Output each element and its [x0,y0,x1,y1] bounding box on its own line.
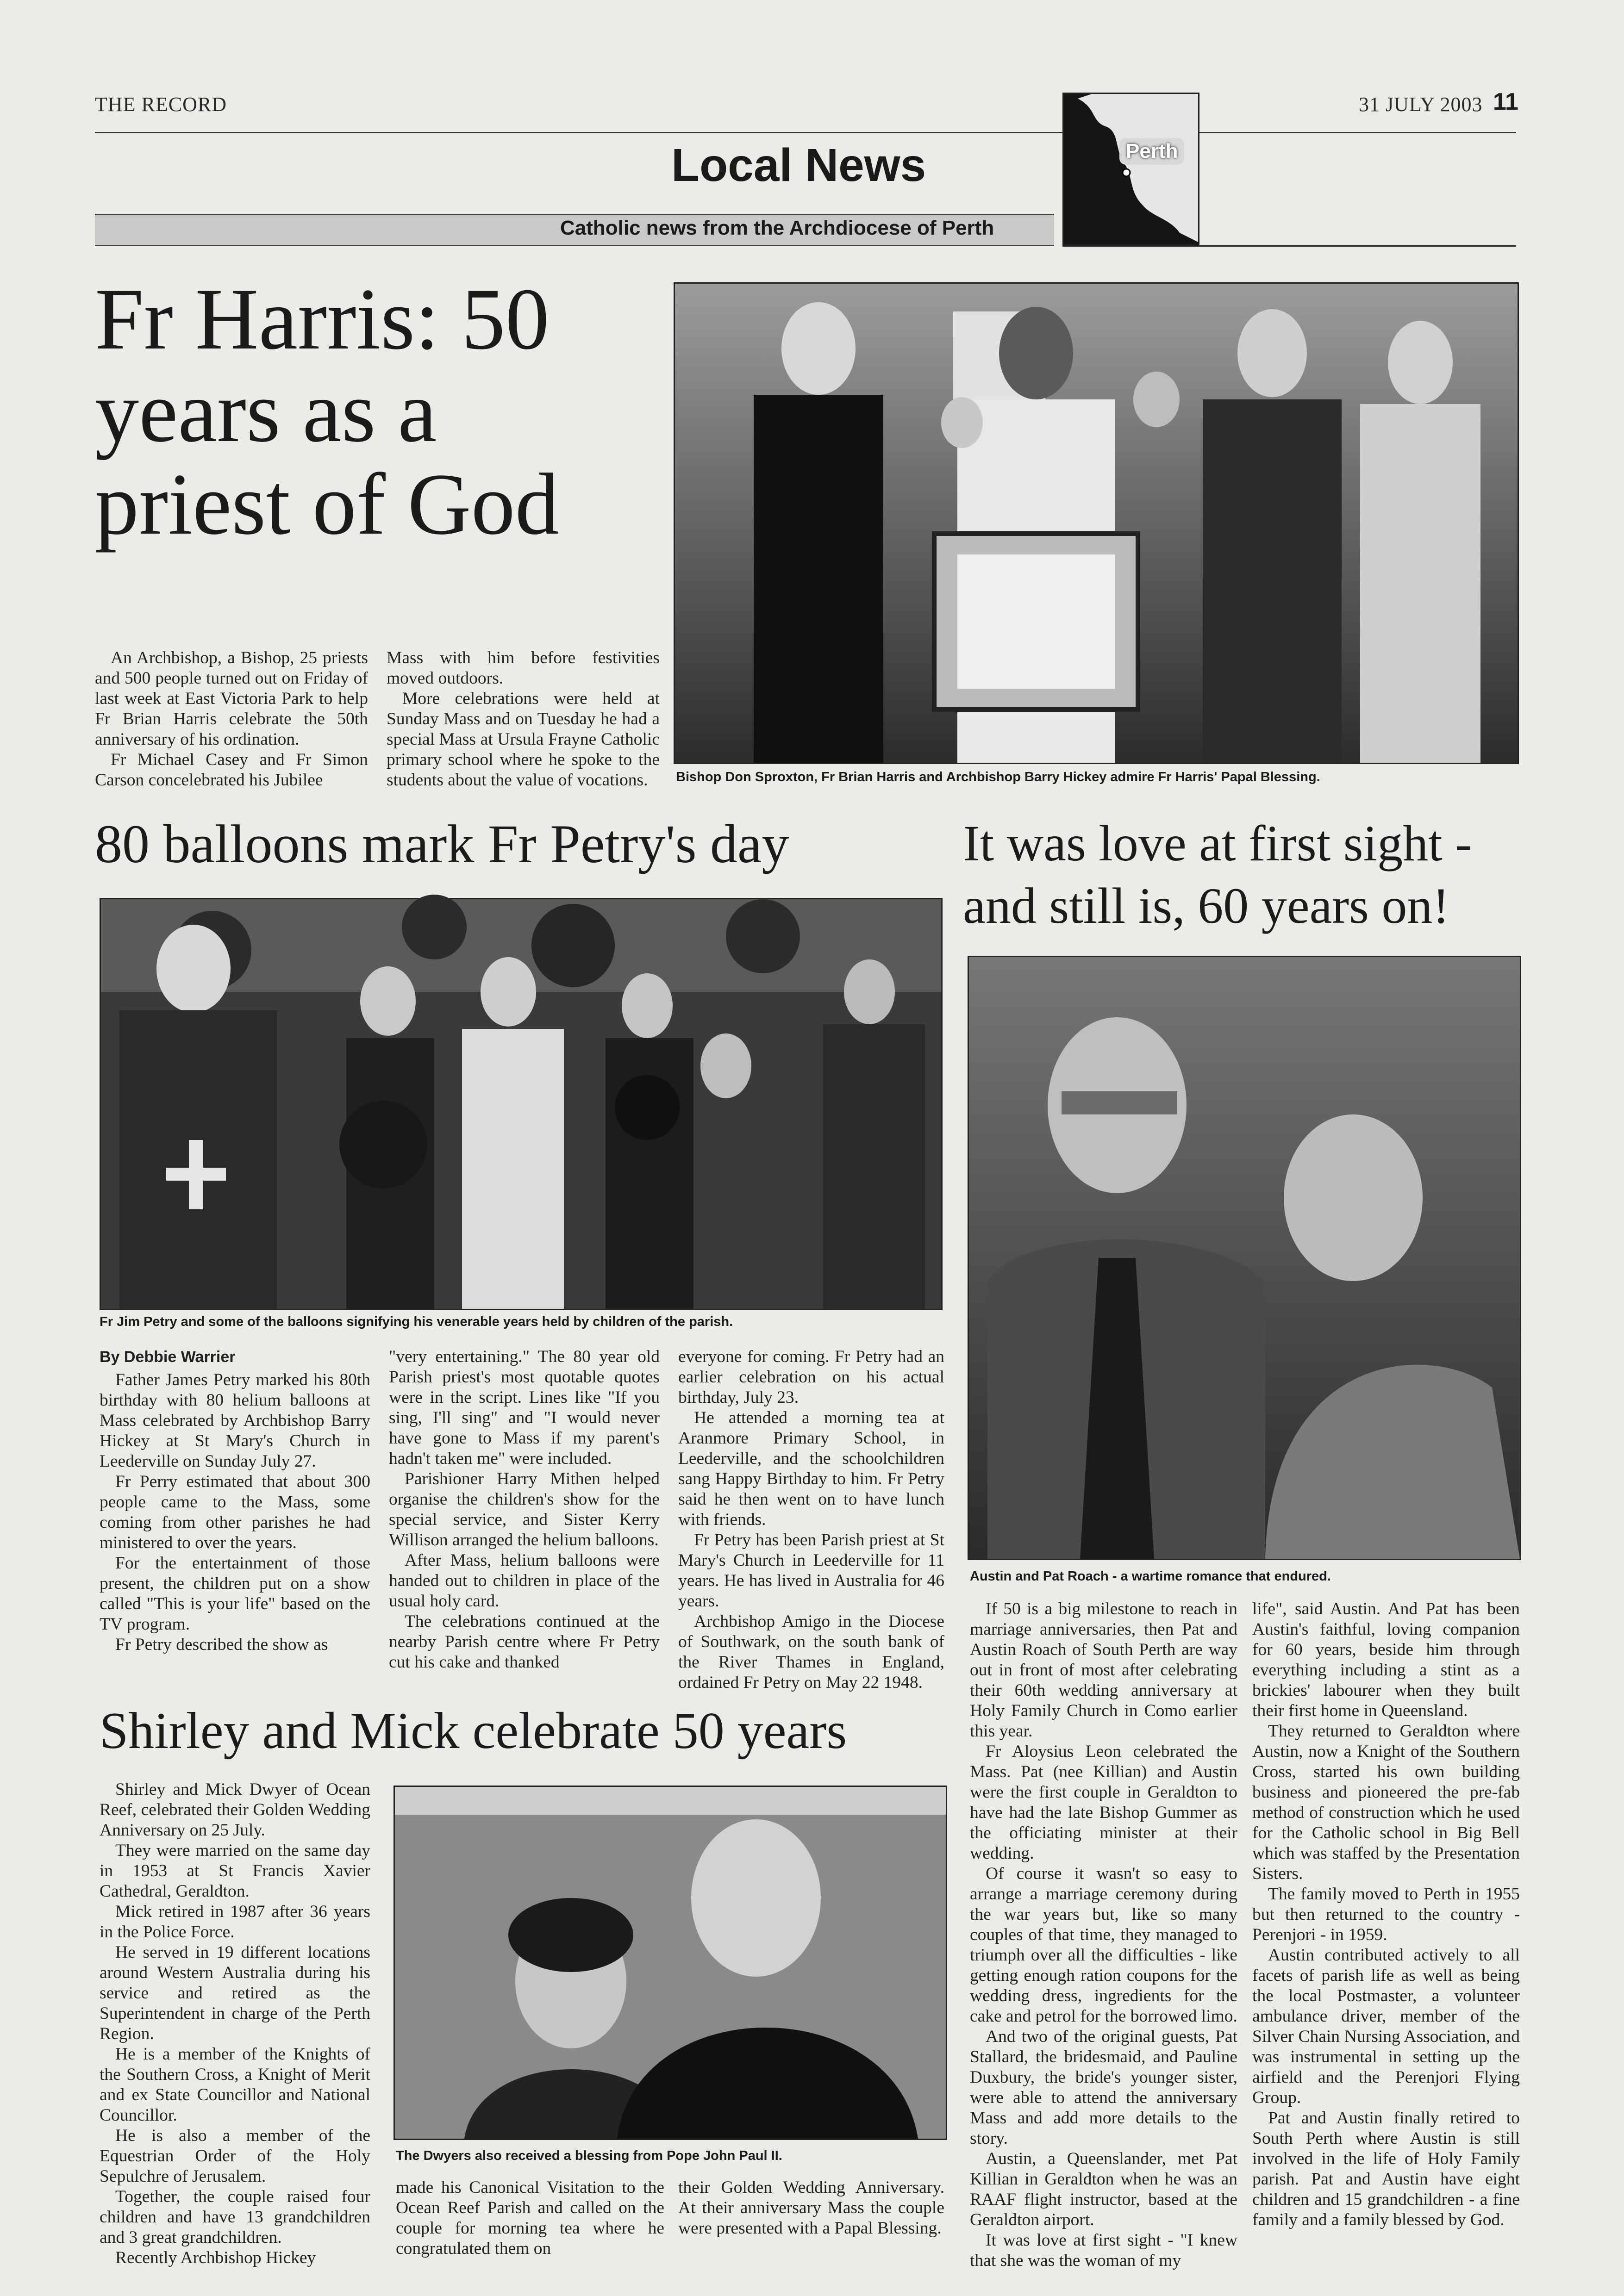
harris-column-1: An Archbishop, a Bishop, 25 priests and 500 people turned out on Friday of last week at East Victoria Park to help Fr Brian Harris celebrate the 50th anniversary of his ordination. Fr Michael Casey and Fr Simon Carson concelebrated his Jubilee [95,648,368,790]
elderly-couple-portrait-image [969,957,1520,1559]
map-label: Perth [1119,138,1184,165]
roach-column-1: If 50 is a big milestone to reach in marriage anniversaries, then Pat and Austin Roach of South Perth are way out in front of most after celebrating their 60th wedding anniversary at Holy Family Church in Como earlier this year. Fr Aloysius Leon celebrated the Mass. Pat (nee Killian) and Austin were the first couple in Geraldton to have had the late Bishop Gummer as the officiating minister at their wedding. Of course it wasn't so easy to arrange a marriage ceremony during the war years but, like so many couples of that time, they managed to triumph over all the difficulties - like getting enough ration coupons for the wedding dress, ingredients for the cake and petrol for the borrowed limo. And two of the original guests, Pat Stallard, the bridesmaid, and Pauline Duxbury, the bride's younger sister, were able to attend the anniversary Mass and add more details to the story. Austin, a Queenslander, met Pat Killian in Geraldton when he was an RAAF flight instructor, based at the Geraldton airport. It was love at first sight - "I knew that she was the woman of my [970,1599,1237,2270]
roach-headline: It was love at first sight - and still is, 60 years on! [963,815,1472,934]
priests-with-papal-blessing-image [675,284,1518,763]
dwyer-column-3: their Golden Wedding Anniversary. At their anniversary Mass the couple were presented with a Papal Blessing. [678,2178,944,2238]
roach-caption: Austin and Pat Roach - a wartime romance that endured. [970,1569,1331,1584]
dwyer-photo [394,1786,947,2140]
section-title: Local News [671,139,926,191]
header-rule [95,132,1516,133]
petry-column-1: By Debbie Warrier Father James Petry marked his 80th birthday with 80 helium balloons at Mass celebrated by Archbishop Barry Hickey at St Mary's Church in Leederville on Sunday July 27. Fr Perry estimated that about 300 people came to the Mass, some coming from other parishes he had ministered to over the years. For the entertainment of those present, the children put on a show called "This is your life" based on the TV program. Fr Petry described the show as [100,1348,370,1654]
section-subtitle: Catholic news from the Archdiocese of Perth [560,217,994,239]
harris-caption: Bishop Don Sproxton, Fr Brian Harris and Archbishop Barry Hickey admire Fr Harris' Papal Blessing. [676,770,1320,784]
harris-headline: Fr Harris: 50 years as a priest of God [95,271,559,553]
harris-photo [674,282,1519,764]
children-with-balloons-image [101,899,941,1309]
roach-photo [968,956,1521,1560]
petry-column-3: everyone for coming. Fr Petry had an earlier celebration on his actual birthday, July 23. He attended a morning tea at Aranmore Primary School, in Leederville, and the schoolchildren sang Happy Birthday to him. Fr Petry said he then went on to have lunch with friends. Fr Petry has been Parish priest at St Mary's Church in Leederville for 11 years. He has lived in Australia for 46 years. Archbishop Amigo in the Diocese of Southwark, on the south bank of the River Thames in England, ordained Fr Petry on May 22 1948. [678,1347,944,1692]
couple-portrait-image [395,1787,946,2139]
publication-name: THE RECORD [95,93,227,116]
harris-column-2: Mass with him before festivities moved outdoors. More celebrations were held at Sunday Mass and on Tuesday he had a special Mass at Ursula Frayne Catholic primary school where he spoke to the students about the value of vocations. [387,648,660,790]
page-number: 11 [1493,88,1518,115]
petry-column-2: "very entertaining." The 80 year old Parish priest's most quotable quotes were in the script. Lines like "If you sing, I'll sing" and "I would never have gone to Mass if my parent's hadn't taken me" were included. Parishioner Harry Mithen helped organise the children's show for the special service, and Sister Kerry Willison arranged the helium balloons. After Mass, helium balloons were handed out to children in place of the usual holy card. The celebrations continued at the nearby Parish centre where Fr Petry cut his cake and thanked [389,1347,660,1672]
roach-column-2: life", said Austin. And Pat has been Austin's faithful, loving companion for 60 years, beside him through everything including a stint as a brickies' labourer when they built their first home in Queensland. They returned to Geraldton where Austin, now a Knight of the Southern Cross, started his own building business and pioneered the pre-fab method of construction which he used for the Catholic school in Big Bell which was staffed by the Presentation Sisters. The family moved to Perth in 1955 but then returned to the country - Perenjori - in 1959. Austin contributed actively to all facets of parish life as well as being the local Postmaster, a volunteer ambulance driver, member of the Silver Chain Nursing Association, and was instrumental in setting up the airfield and the Perenjori Flying Group. Pat and Austin finally retired to South Perth where Austin is still involved in the life of Holy Family parish. Pat and Austin have eight children and 15 grandchildren - a fine family and a family blessed by God. [1252,1599,1520,2229]
issue-date: 31 JULY 2003 [1359,93,1483,116]
petry-photo [100,898,943,1310]
western-australia-map-icon [1064,94,1198,244]
petry-caption: Fr Jim Petry and some of the balloons signifying his venerable years held by children of the parish. [100,1314,733,1329]
dwyer-column-1: Shirley and Mick Dwyer of Ocean Reef, celebrated their Golden Wedding Anniversary on 25 July. They were married on the same day in 1953 at St Francis Xavier Cathedral, Geraldton. Mick retired in 1987 after 36 years in the Police Force. He served in 19 different locations around Western Australia during his service and retired as the Superintendent in charge of the Perth Region. He is a member of the Knights of the Southern Cross, a Knight of Merit and ex State Councillor and National Councillor. He is also a member of the Equestrian Order of the Holy Sepulchre of Jerusalem. Together, the couple raised four children and have 13 grandchildren and 3 great grandchildren. Recently Archbishop Hickey [100,1780,370,2267]
petry-headline: 80 balloons mark Fr Petry's day [95,814,789,874]
dwyer-column-2: made his Canonical Visitation to the Ocean Reef Parish and called on the couple for morning tea where he congratulated them on [396,2178,664,2258]
dwyer-caption: The Dwyers also received a blessing from Pope John Paul II. [396,2148,782,2163]
perth-map [1062,93,1199,246]
dwyer-headline: Shirley and Mick celebrate 50 years [100,1702,847,1760]
